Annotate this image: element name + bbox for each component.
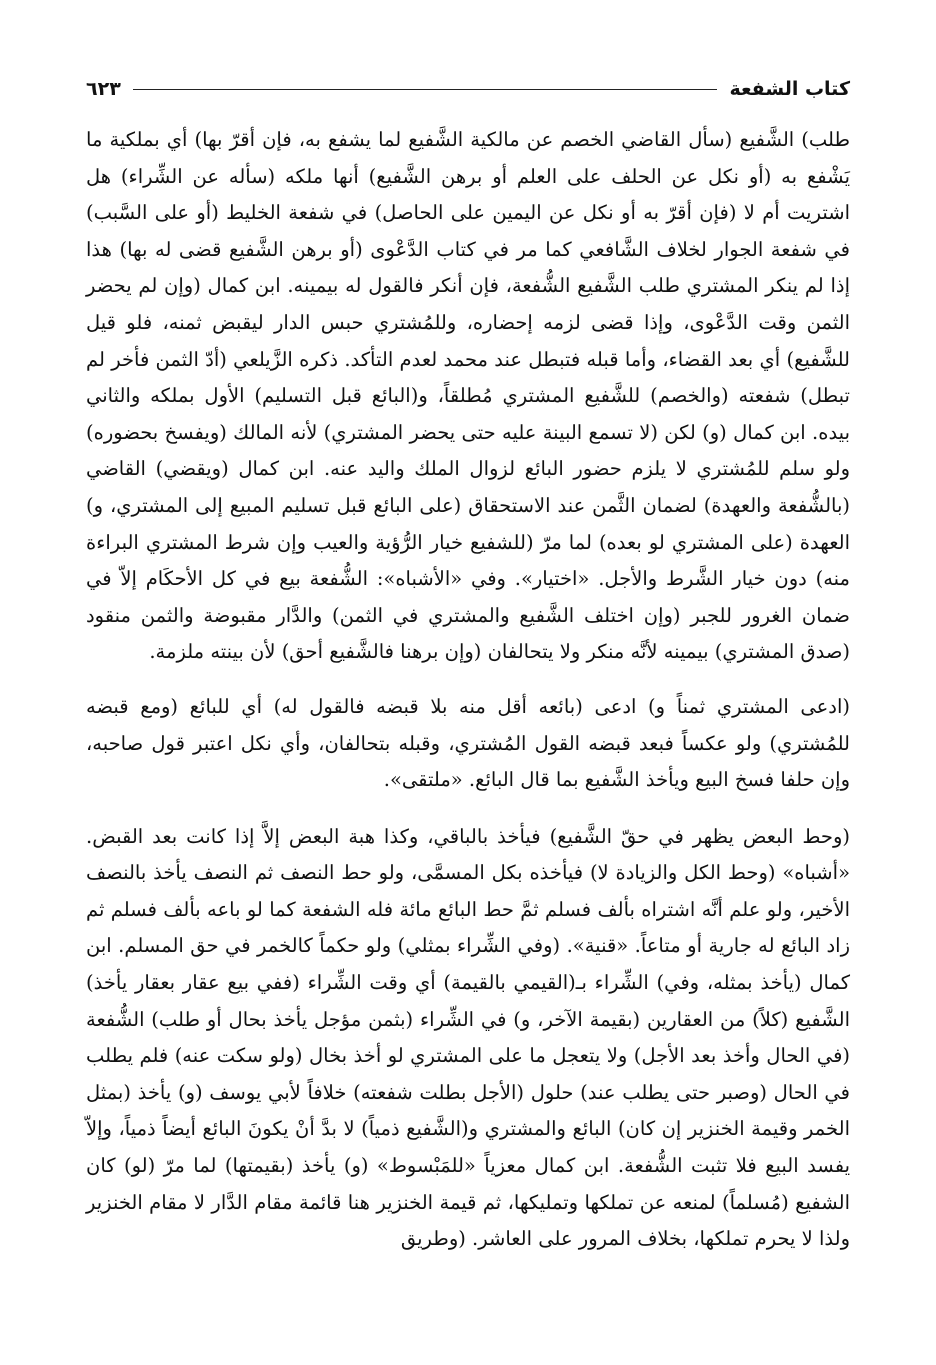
paragraph: (ادعى المشتري ثمناً و) ادعى (بائعه أقل منه بلا قبضه فالقول له) أي للبائع (ومع قبضه للمُشتري) ولو عكساً فبعد قبضه القول المُشتري، وقبله بتحالفان، وأي نكل اعتبر قول صاحبه، وإن حلفا فسخ البيع ويأخذ الشَّفيع بما قال البائع. «ملتقى». [86, 694, 850, 792]
paragraph: (وحط البعض يظهر في حقّ الشَّفيع) فيأخذ بالباقي، وكذا هبة البعض إلاَّ إذا كانت بعد القبض. «أشباه» (وحط الكل والزيادة لا) فيأخذه بكل المسمَّى، ولو حط النصف ثم النصف يأخذ بالنصف الأخير، ولو علم أنَّه اشتراه بألف فسلم ثمَّ حط البائع مائة فله الشفعة كما لو باعه بألف فسلم ثم زاد البائع له جارية أو متاعاً. «قنية». (وفي الشِّراء بمثلي) ولو حكماً كالخمر في حق المسلم. ابن كمال (يأخذ بمثله، وفي) الشِّراء بـ(القيمي بالقيمة) أي وقت الشِّراء (ففي بيع عقار بعقار يأخذ) الشَّفيع (كلاً) من العقارين (بقيمة الآخر، و) في الشِّراء (بثمن مؤجل يأخذ بحال أو طلب) الشُّفعة (في الحال وأخذ بعد الأجل) ولا يتعجل ما على المشتري لو أخذ بخال (ولو سكت عنه) فلم يطلب في الحال (وصبر حتى يطلب عند) حلول (الأجل بطلت شفعته) خلافاً لأبي يوسف (و) يأخذ (بمثل الخمر وقيمة الخنزير إن كان) البائع والمشتري و(الشَّفيع ذمياً) لا بدَّ أنْ يكونَ البائع أيضاً ذمياً، وإلاّ يفسد البيع فلا تثبت الشُّفعة. ابن كمال معزياً «للمَبْسوط» (و) يأخذ (بقيمتها) لما مرّ (لو) كان الشفيع (مُسلماً) لمنعه عن تملكها وتمليكها، ثم قيمة الخنزير هنا قائمة مقام الدَّار لا مقام الخنزير ولذا لا يحرم تملكها، بخلاف المرور على العاشر. (وطريق [86, 824, 850, 1251]
header-rule [133, 89, 718, 90]
paragraph: طلب) الشَّفيع (سأل القاضي الخصم عن مالكية الشَّفيع لما يشفع به، فإن أقرّ بها) أي بملكية ما يَشْفع به (أو نكل عن الحلف على العلم أو برهن الشَّفيع) أنها ملكه (سأله عن الشِّراء) هل اشتريت أم لا (فإن أقرّ به أو نكل عن اليمين على الحاصل) في شفعة الخليط (أو على السَّبب) في شفعة الجوار لخلاف الشَّافعي كما مر في كتاب الدَّعْوى (أو برهن الشَّفيع قضى له بها) هذا إذا لم ينكر المشتري طلب الشَّفيع الشُّفعة، فإن أنكر فالقول له بيمينه. ابن كمال (وإن لم يحضر الثمن وقت الدَّعْوى، وإذا قضى لزمه إحضاره، وللمُشتري حبس الدار ليقبض ثمنه، فلو قيل للشَّفيع) أي بعد القضاء، وأما قبله فتبطل عند محمد لعدم التأكد. ذكره الزَّيلعي (أدّ الثمن فأخر لم تبطل) شفعته (والخصم) للشَّفيع المشتري مُطلقاً، و(البائع قبل التسليم) الأول بملكه والثاني بيده. ابن كمال (و) لكن (لا تسمع البينة عليه حتى يحضر المشتري) لأنه المالك (ويفسخ بحضوره) ولو سلم للمُشتري لا يلزم حضور البائع لزوال الملك واليد عنه. ابن كمال (ويقضي) القاضي (بالشُّفعة والعهدة) لضمان الثَّمن عند الاستحقاق (على البائع قبل تسليم المبيع إلى المشتري، و) العهدة (على المشتري لو بعده) لما مرّ (للشفيع خيار الرُّؤية والعيب وإن شرط المشتري البراءة منه) دون خيار الشَّرط والأجل. «اختيار». وفي «الأشباه»: الشُّفعة بيع في كل الأحكَام إلاّ في ضمان الغرور للجبر (وإن اختلف الشَّفيع والمشتري في الثمن) والدَّار مقبوضة والثمن منقود (صدق المشتري) بيمينه لأنَّه منكر ولا يتحالفان (وإن برهنا فالشَّفيع أحق) لأن بينته ملزمة. [86, 128, 850, 664]
page-body [86, 122, 850, 1278]
page-number: ٦٢٣ [86, 78, 121, 100]
book-title: كتاب الشفعة [729, 78, 850, 100]
page-header [86, 72, 850, 106]
